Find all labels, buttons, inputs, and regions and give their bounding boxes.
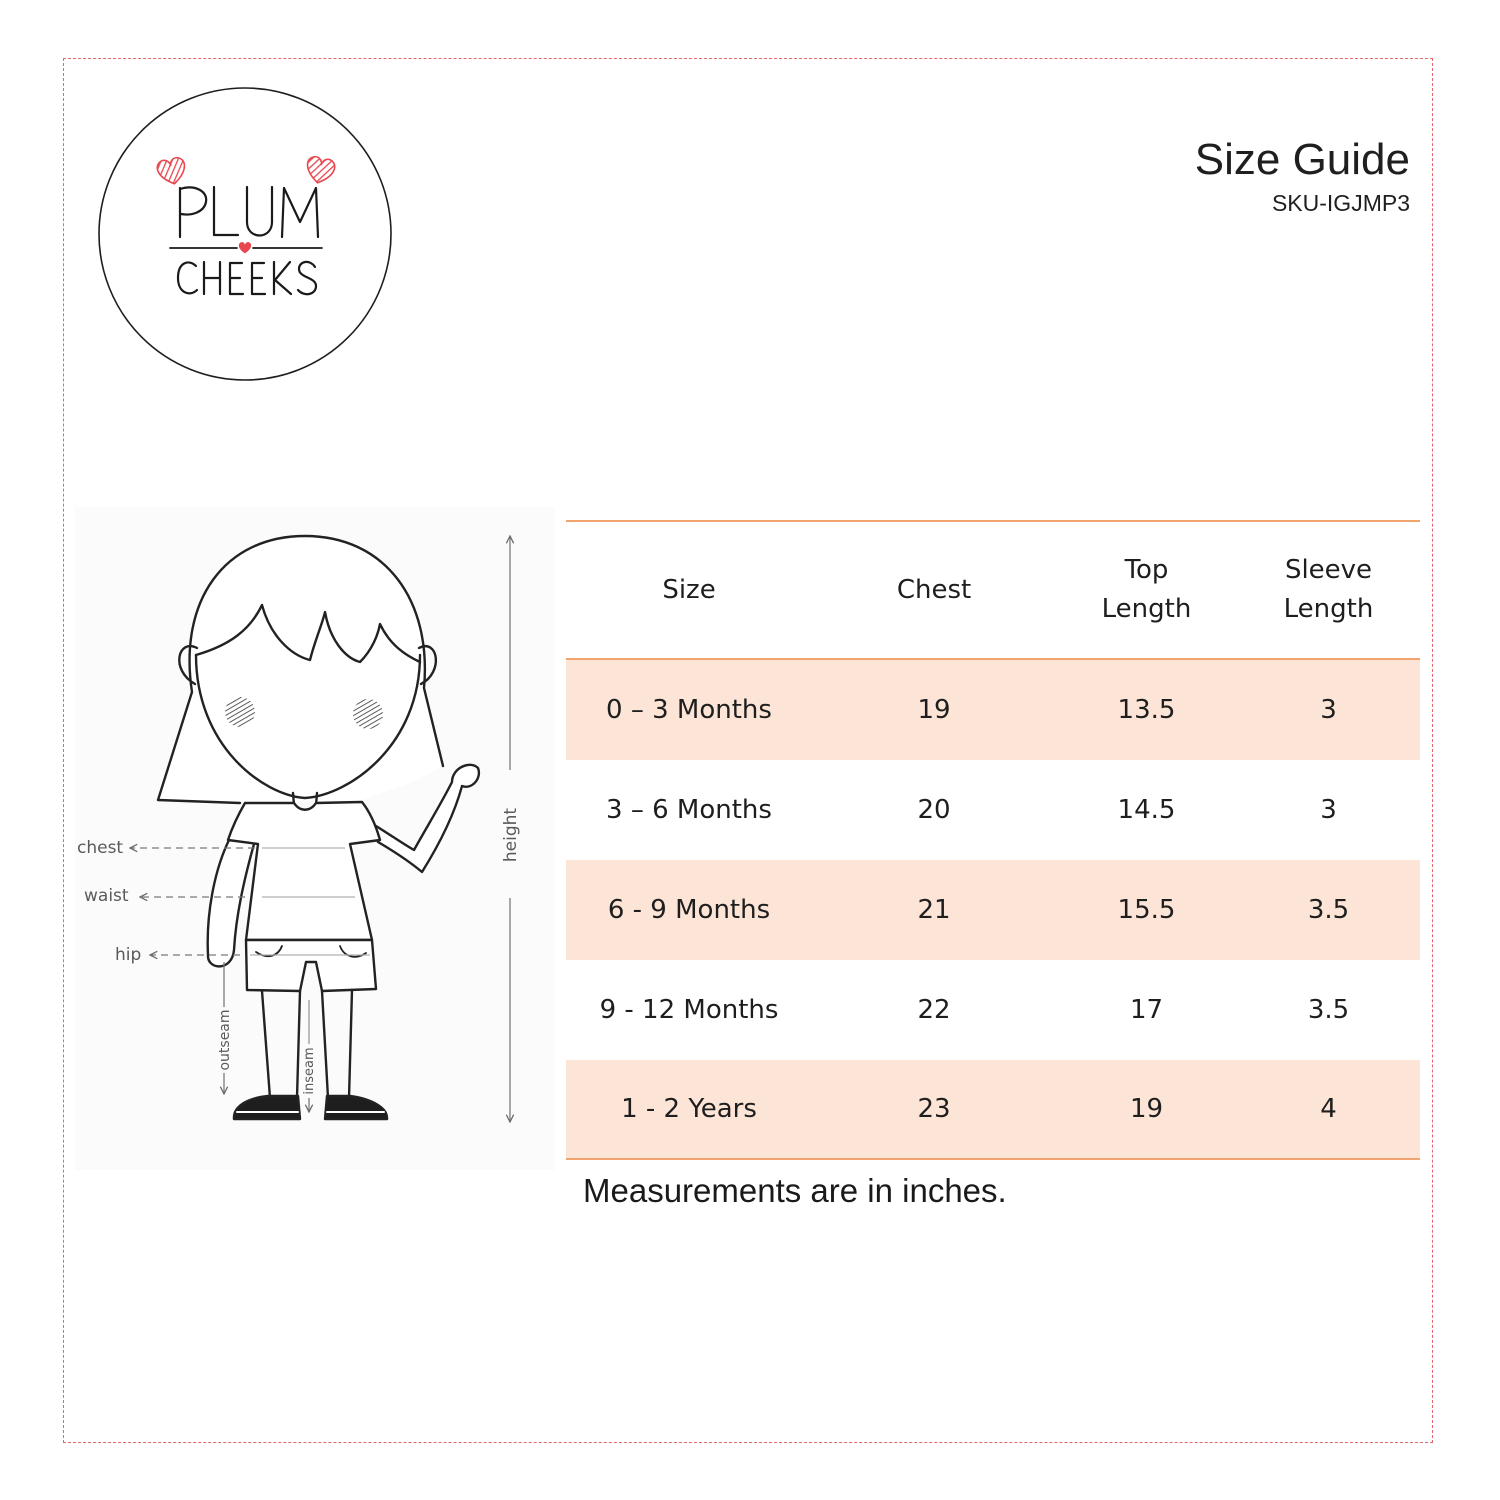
table-row bbox=[566, 1060, 1420, 1160]
measurement-unit-note: Measurements are in inches. bbox=[583, 1172, 1007, 1209]
sku-code: SKU-IGJMP3 bbox=[1271, 190, 1410, 216]
hip-label: hip bbox=[115, 945, 142, 965]
header-chest-label: Chest bbox=[896, 574, 972, 605]
size-table bbox=[566, 520, 1420, 1160]
right-shoe bbox=[325, 1096, 387, 1119]
header-sleeve-length-line2: Length bbox=[1283, 594, 1374, 624]
chest-cell: 21 bbox=[917, 894, 951, 925]
child-measurement-illustration bbox=[70, 500, 560, 1180]
table-row bbox=[566, 760, 1420, 860]
sleeve-length-cell: 3.5 bbox=[1307, 894, 1350, 925]
sleeve-length-cell: 4 bbox=[1320, 1093, 1337, 1124]
chest-cell: 20 bbox=[917, 794, 951, 825]
inseam-label: inseam bbox=[302, 1047, 317, 1095]
table-row bbox=[566, 960, 1420, 1060]
sleeve-length-cell: 3 bbox=[1320, 694, 1337, 725]
size-cell: 1 - 2 Years bbox=[621, 1093, 757, 1124]
header-sleeve-length-line1: Sleeve bbox=[1284, 555, 1373, 585]
size-cell: 6 - 9 Months bbox=[607, 894, 771, 925]
plum-cheeks-logo bbox=[95, 84, 395, 384]
page-title: Size Guide bbox=[1194, 135, 1410, 184]
top-length-cell: 17 bbox=[1129, 994, 1164, 1025]
shorts bbox=[246, 940, 376, 991]
header-top-length bbox=[1056, 522, 1237, 658]
size-cell: 3 – 6 Months bbox=[606, 794, 772, 825]
chest-cell: 19 bbox=[917, 694, 951, 725]
sleeve-length-cell: 3 bbox=[1320, 794, 1337, 825]
header-top-length-line2: Length bbox=[1101, 594, 1192, 624]
logo-circle bbox=[99, 88, 391, 380]
waist-label: waist bbox=[84, 886, 129, 906]
header-chest bbox=[812, 522, 1056, 658]
top-length-cell: 15.5 bbox=[1117, 894, 1176, 925]
height-label: height bbox=[501, 807, 521, 863]
size-cell: 9 - 12 Months bbox=[599, 994, 779, 1025]
top-length-cell: 13.5 bbox=[1117, 694, 1176, 725]
header-sleeve-length bbox=[1237, 522, 1420, 658]
size-cell: 0 – 3 Months bbox=[606, 694, 772, 725]
top-length-cell: 14.5 bbox=[1117, 794, 1176, 825]
header-top-length-line1: Top bbox=[1124, 555, 1169, 585]
sleeve-length-cell: 3.5 bbox=[1307, 994, 1350, 1025]
top-length-cell: 19 bbox=[1129, 1093, 1164, 1124]
chest-cell: 23 bbox=[917, 1093, 951, 1124]
left-cheek bbox=[225, 697, 255, 727]
header-size-label: Size bbox=[662, 574, 716, 605]
table-header-row bbox=[566, 520, 1420, 660]
outseam-label: outseam bbox=[217, 1009, 233, 1071]
table-row bbox=[566, 860, 1420, 960]
chest-label: chest bbox=[77, 838, 124, 858]
header-size bbox=[566, 522, 812, 658]
left-shoe bbox=[234, 1096, 300, 1119]
right-cheek bbox=[353, 699, 383, 729]
chest-cell: 22 bbox=[917, 994, 951, 1025]
t-shirt bbox=[228, 802, 380, 940]
table-row bbox=[566, 660, 1420, 760]
